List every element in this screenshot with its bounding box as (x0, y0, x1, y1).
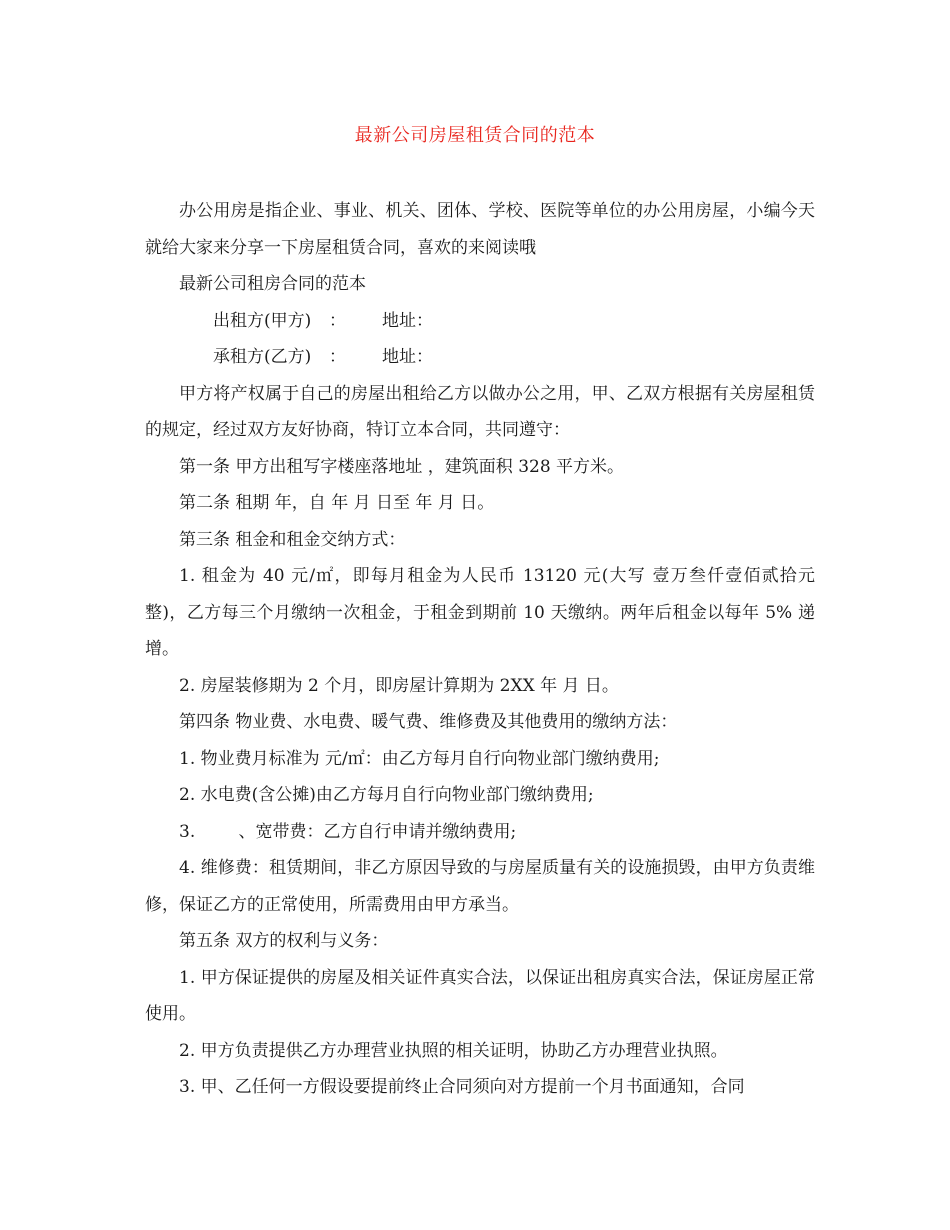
clause-2: 第二条 租期 年，自 年 月 日至 年 月 日。 (179, 493, 495, 513)
preamble-clause: 甲方将产权属于自己的房屋出租给乙方以做办公之用，甲、乙双方根据有关房屋租赁的规定，经过双方友好协商，特订立本合同，共同遵守： (145, 383, 815, 440)
lessee-line (145, 339, 815, 376)
clause-3: 第三条 租金和租金交纳方式： (179, 529, 406, 550)
clause-5-item-2: 2. 甲方负责提供乙方办理营业执照的相关证明，协助乙方办理营业执照。 (179, 1040, 728, 1061)
clause-4-item-1: 1. 物业费月标准为 元/㎡：由乙方每月自行向物业部门缴纳费用; (179, 748, 660, 769)
lessee-address-label: 地址： (382, 347, 433, 367)
clause-5: 第五条 双方的权利与义务： (179, 931, 389, 951)
lessee-separator: ： (329, 347, 346, 367)
document-title: 最新公司房屋租赁合同的范本 (354, 125, 596, 146)
intro-paragraph: 办公用房是指企业、事业、机关、团体、学校、医院等单位的办公用房屋，小编今天就给大家来分享一下房屋租赁合同，喜欢的来阅读哦 (145, 201, 815, 258)
clause-3-item-2: 2. 房屋装修期为 2 个月，即房屋计算期为 2XX 年 月 日。 (179, 675, 619, 696)
clause-1: 第一条 甲方出租写字楼座落地址 ，建筑面积 328 平方米。 (179, 456, 625, 477)
lessor-line (145, 303, 815, 340)
clause-4-item-3: 3. 、宽带费：乙方自行申请并缴纳费用; (179, 821, 517, 842)
lessee-label: 承租方(乙方) (213, 347, 312, 367)
clause-4-item-2: 2. 水电费(含公摊)由乙方每月自行向物业部门缴纳费用; (179, 785, 594, 805)
clause-4-item-4: 4. 维修费：租赁期间，非乙方原因导致的与房屋质量有关的设施损毁，由甲方负责维修，保证乙方的正常使用，所需费用由甲方承当。 (145, 858, 815, 915)
lessor-address-label: 地址： (382, 310, 433, 331)
subtitle-paragraph: 最新公司租房合同的范本 (179, 274, 366, 294)
lessor-separator: ： (329, 310, 346, 331)
clause-5-item-3: 3. 甲、乙任何一方假设要提前终止合同须向对方提前一个月书面通知，合同 (179, 1077, 745, 1097)
clause-3-item-1: 1. 租金为 40 元/㎡，即每月租金为人民币 13120 元(大写 壹万叁仟壹佰贰拾元整)，乙方每三个月缴纳一次租金，于租金到期前 10 天缴纳。两年后租金以每年 5% 递增。 (145, 566, 815, 659)
lessor-label: 出租方(甲方) (213, 310, 312, 331)
document-body (145, 193, 815, 1106)
clause-4: 第四条 物业费、水电费、暖气费、维修费及其他费用的缴纳方法： (179, 712, 678, 732)
clause-5-item-1: 1. 甲方保证提供的房屋及相关证件真实合法，以保证出租房真实合法，保证房屋正常使用。 (145, 967, 815, 1024)
